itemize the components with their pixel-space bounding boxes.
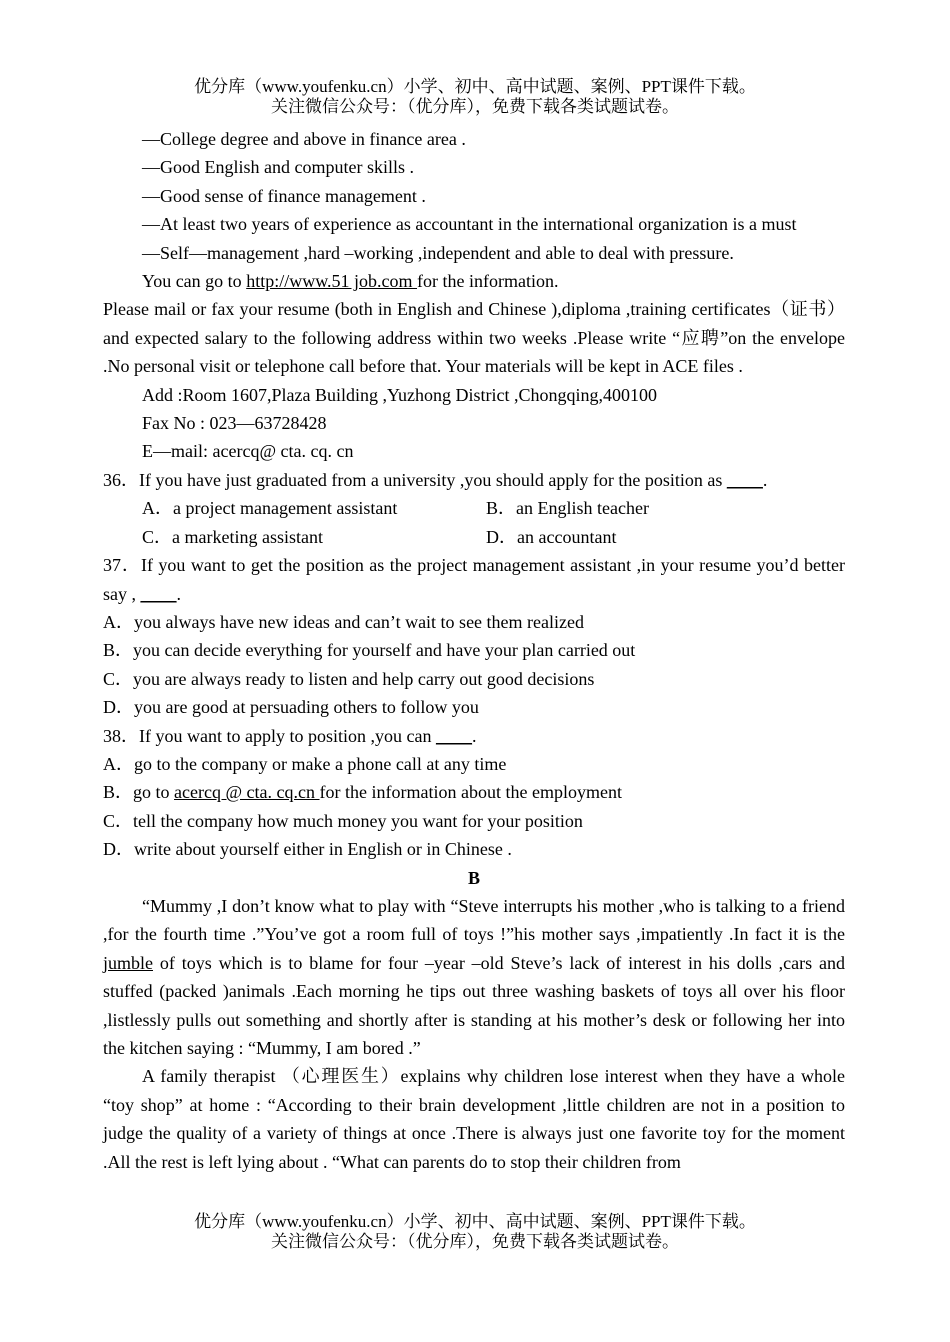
section-b-paragraph-2: A family therapist （心理医生）explains why children lose interest when they have a whole “toy shop” at home : “According to their brain development ,little children are not in a position to judge the quality of a variety of things at once .There is always just one favorite toy for the moment .All the rest is left lying about . “What can parents do to stop their children from bbox=[103, 1066, 845, 1172]
question-38-stem bbox=[103, 722, 845, 750]
question-36-end: . bbox=[762, 469, 768, 490]
header-line-2: 关注微信公众号：（优分库），免费下载各类试题试卷。 bbox=[271, 97, 679, 116]
question-36-option-c[interactable]: C．a marketing assistant bbox=[142, 526, 323, 547]
jumble-word: jumble bbox=[103, 952, 153, 973]
question-37-blank: ____ bbox=[140, 583, 177, 604]
mail-paragraph: Please mail or fax your resume (both in English and Chinese ),diploma ,training certificates（证书）and expected salary to the following address within two weeks .Please write “应聘”on the envelope .No personal visit or telephone call before that. Your materials will be kept in ACE files . bbox=[103, 299, 845, 377]
contact-fax: Fax No : 023—63728428 bbox=[142, 413, 327, 434]
section-b-title: B bbox=[467, 867, 480, 888]
requirement-item: —Good sense of finance management . bbox=[142, 185, 426, 206]
info-line bbox=[103, 267, 845, 295]
question-38-text: 38．If you want to apply to position ,you can bbox=[103, 725, 436, 746]
question-38-option-a[interactable]: A．go to the company or make a phone call at any time bbox=[103, 753, 507, 774]
requirement-item: —Good English and computer skills . bbox=[142, 157, 414, 178]
info-line-after: for the information. bbox=[417, 271, 559, 292]
job-website-link[interactable]: http://www.51 job.com bbox=[246, 271, 418, 292]
question-37-stem bbox=[103, 551, 845, 608]
footer-line-2: 关注微信公众号：（优分库），免费下载各类试题试卷。 bbox=[271, 1232, 679, 1251]
section-b-paragraph-1-after: of toys which is to blame for four –year –old Steve’s lack of interest in his dolls ,cars and stuffed (packed )animals .Each morning he tips out three washing baskets of toys all over his floor ,listlessly pulls out something and shortly after is standing at his mother’s desk or following her into the kitchen saying : “Mummy, I am bored .” bbox=[103, 952, 845, 1058]
email-link[interactable]: acercq @ cta. cq.cn bbox=[174, 782, 320, 803]
question-36-option-a[interactable]: A．a project management assistant bbox=[142, 498, 398, 519]
requirement-item: —College degree and above in finance area . bbox=[142, 129, 466, 149]
question-36-text: 36．If you have just graduated from a university ,you should apply for the position as bbox=[103, 469, 727, 490]
question-38-option-d[interactable]: D．write about yourself either in English or in Chinese . bbox=[103, 839, 512, 860]
question-38-option-b[interactable] bbox=[103, 778, 845, 806]
header-line-1: 优分库（www.youfenku.cn）小学、初中、高中试题、案例、PPT课件下载。 bbox=[194, 77, 756, 96]
question-36-blank: ____ bbox=[726, 469, 763, 490]
question-38-option-b-text: B．go to bbox=[103, 782, 175, 803]
question-37-option-d[interactable]: D．you are good at persuading others to follow you bbox=[103, 697, 479, 718]
question-38-option-b-after: for the information about the employment bbox=[319, 782, 622, 803]
question-36-options-row-2 bbox=[103, 523, 845, 551]
question-36-options-row-1 bbox=[103, 494, 845, 522]
footer-line-1: 优分库（www.youfenku.cn）小学、初中、高中试题、案例、PPT课件下载。 bbox=[194, 1212, 756, 1231]
main-content bbox=[103, 125, 845, 1176]
contact-email: E—mail: acercq@ cta. cq. cn bbox=[142, 441, 354, 462]
question-37-text: 37．If you want to get the position as the project management assistant ,in your resume you’d better say , bbox=[103, 555, 845, 604]
contact-address: Add :Room 1607,Plaza Building ,Yuzhong District ,Chongqing,400100 bbox=[142, 384, 657, 405]
section-b-paragraph-1 bbox=[103, 892, 845, 1062]
question-36-stem bbox=[103, 466, 845, 494]
question-37-option-b[interactable]: B．you can decide everything for yourself and have your plan carried out bbox=[103, 640, 636, 661]
question-37-option-a[interactable]: A．you always have new ideas and can’t wait to see them realized bbox=[103, 611, 584, 632]
question-37-end: . bbox=[176, 583, 181, 604]
question-38-end: . bbox=[471, 725, 477, 746]
requirement-item: —Self—management ,hard –working ,independent and able to deal with pressure. bbox=[142, 242, 734, 263]
section-b-paragraph-1-before: “Mummy ,I don’t know what to play with “Steve interrupts his mother ,who is talking to a friend ,for the fourth time .”You’ve got a room full of toys !”his mother says ,impatiently .In fact it is the bbox=[103, 895, 845, 945]
info-line-before: You can go to bbox=[142, 271, 247, 292]
question-38-option-c[interactable]: C．tell the company how much money you want for your position bbox=[103, 810, 583, 831]
question-36-option-b[interactable]: B．an English teacher bbox=[486, 498, 649, 519]
question-36-option-d[interactable]: D．an accountant bbox=[486, 526, 617, 547]
question-38-blank: ____ bbox=[435, 725, 472, 746]
question-37-option-c[interactable]: C．you are always ready to listen and help carry out good decisions bbox=[103, 668, 595, 689]
requirement-item: —At least two years of experience as accountant in the international organization is a must bbox=[142, 214, 797, 235]
